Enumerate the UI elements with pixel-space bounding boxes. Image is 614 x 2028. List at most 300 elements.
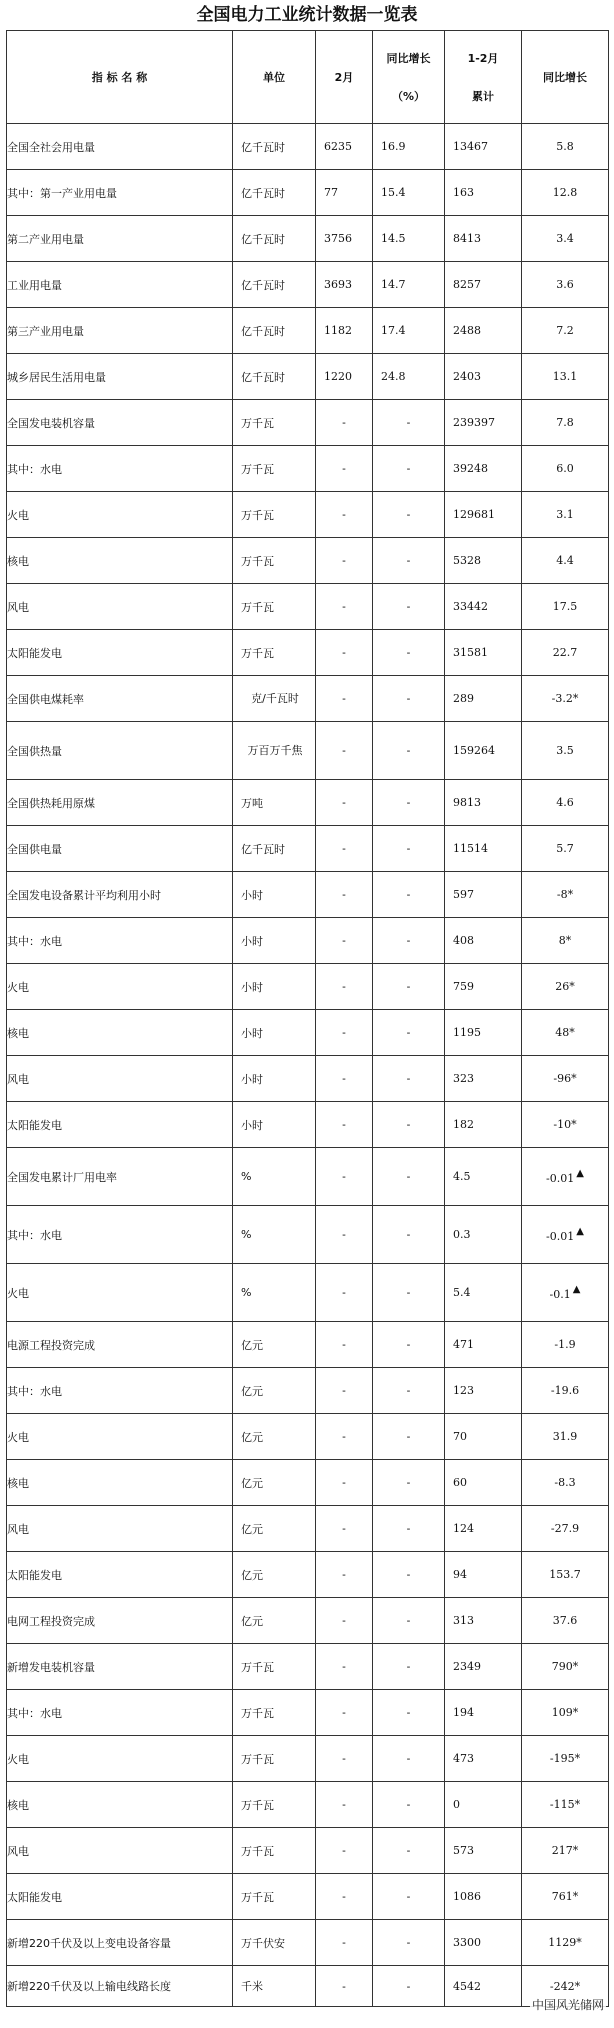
cell-cumulative [445, 1690, 522, 1736]
cell-cumulative-yoy [522, 1598, 609, 1644]
table-row [7, 964, 609, 1010]
cell-cumulative-yoy-text: -0.01 [546, 1230, 575, 1243]
table-row [7, 1460, 609, 1506]
cell-cumulative-text: 3300 [453, 1936, 481, 1949]
cell-feb-value-text: - [342, 1936, 346, 1949]
cell-feb-yoy-text: - [406, 1844, 411, 1857]
cell-feb-yoy [373, 964, 445, 1010]
cell-cumulative [445, 446, 522, 492]
cell-unit [233, 1322, 316, 1368]
cell-feb-value [316, 124, 373, 170]
table-row [7, 446, 609, 492]
cell-unit [233, 1874, 316, 1920]
cell-cumulative-yoy-text: 1129* [548, 1936, 582, 1949]
cell-feb-yoy [373, 630, 445, 676]
cell-unit [233, 676, 316, 722]
cell-cumulative-text: 471 [453, 1338, 474, 1351]
cell-cumulative-text: 473 [453, 1752, 474, 1765]
cell-feb-value [316, 1966, 373, 2007]
cell-unit-text: 亿千瓦时 [241, 140, 285, 154]
cell-cumulative [445, 308, 522, 354]
cell-cumulative-yoy [522, 308, 609, 354]
cell-indicator-name-text: 风电 [7, 1072, 29, 1086]
cell-indicator-name-text: 新增发电装机容量 [7, 1660, 95, 1674]
cell-cumulative-yoy [522, 262, 609, 308]
cell-feb-value-text: - [342, 1522, 346, 1535]
cell-feb-yoy-text: - [406, 692, 411, 705]
cell-indicator-name [7, 918, 233, 964]
cell-unit-text: 亿千瓦时 [241, 324, 285, 338]
cell-feb-yoy-text: - [406, 1384, 411, 1397]
cell-feb-yoy [373, 446, 445, 492]
cell-indicator-name [7, 964, 233, 1010]
cell-unit-text: % [241, 1228, 252, 1241]
cell-feb-value-text: - [342, 508, 346, 521]
cell-indicator-name-text: 城乡居民生活用电量 [7, 370, 106, 384]
cell-indicator-name [7, 1828, 233, 1874]
cell-feb-value-text: 3756 [324, 232, 352, 245]
cell-indicator-name [7, 446, 233, 492]
page-title: 全国电力工业统计数据一览表 [196, 5, 418, 25]
cell-cumulative [445, 1056, 522, 1102]
cell-feb-yoy [373, 722, 445, 780]
cell-cumulative-yoy [522, 1644, 609, 1690]
cell-unit [233, 1506, 316, 1552]
cell-cumulative-yoy-text: 13.1 [552, 370, 578, 383]
cell-cumulative-yoy-text: 7.8 [556, 416, 574, 429]
cell-cumulative [445, 538, 522, 584]
cell-feb-yoy-text: - [406, 980, 411, 993]
cell-unit [233, 400, 316, 446]
cell-indicator-name-text: 太阳能发电 [7, 646, 62, 660]
cell-cumulative-yoy [522, 1056, 609, 1102]
cell-cumulative-yoy [522, 1414, 609, 1460]
cell-cumulative-yoy [522, 676, 609, 722]
cell-feb-yoy [373, 1368, 445, 1414]
cell-feb-value-text: - [342, 842, 346, 855]
cell-cumulative-text: 70 [453, 1430, 467, 1443]
cell-indicator-name [7, 400, 233, 446]
cell-cumulative-text: 313 [453, 1614, 474, 1627]
cell-feb-yoy-text: - [406, 462, 411, 475]
cell-feb-value [316, 1598, 373, 1644]
cell-indicator-name-text: 太阳能发电 [7, 1118, 62, 1132]
cell-feb-value-text: - [342, 1384, 346, 1397]
cell-feb-yoy-text: - [406, 1026, 411, 1039]
cell-feb-value [316, 216, 373, 262]
cell-feb-yoy [373, 1206, 445, 1264]
table-row [7, 1782, 609, 1828]
cell-cumulative-yoy [522, 1690, 609, 1736]
cell-feb-value-text: - [342, 1286, 346, 1299]
cell-cumulative-yoy [522, 1368, 609, 1414]
col-header-yoy-feb [373, 31, 445, 124]
cell-feb-yoy [373, 1736, 445, 1782]
cell-unit [233, 308, 316, 354]
cell-feb-value [316, 780, 373, 826]
table-row [7, 630, 609, 676]
cell-indicator-name-text: 太阳能发电 [7, 1568, 62, 1582]
table-row [7, 1414, 609, 1460]
cell-cumulative-text: 11514 [453, 842, 488, 855]
cell-unit [233, 1148, 316, 1206]
cell-feb-yoy-text: - [406, 554, 411, 567]
cell-cumulative-text: 159264 [453, 744, 495, 757]
cell-cumulative-text: 9813 [453, 796, 481, 809]
cell-cumulative [445, 918, 522, 964]
cell-unit-text: 万千伏安 [241, 1936, 285, 1950]
cell-cumulative [445, 722, 522, 780]
cell-feb-value-text: 77 [324, 186, 338, 199]
cell-unit [233, 124, 316, 170]
table-row [7, 1690, 609, 1736]
table-row [7, 1598, 609, 1644]
cell-cumulative [445, 1414, 522, 1460]
cell-cumulative [445, 1874, 522, 1920]
cell-feb-yoy [373, 1782, 445, 1828]
cell-feb-yoy-text: - [406, 1476, 411, 1489]
cell-feb-yoy-text: - [406, 1936, 411, 1949]
cell-indicator-name-text: 新增220千伏及以上变电设备容量 [7, 1936, 171, 1950]
table-row [7, 918, 609, 964]
cell-cumulative-text: 8413 [453, 232, 481, 245]
cell-feb-yoy [373, 262, 445, 308]
cell-cumulative-text: 33442 [453, 600, 488, 613]
cell-cumulative-yoy [522, 400, 609, 446]
cell-indicator-name-text: 火电 [7, 1752, 29, 1766]
cell-indicator-name-text: 风电 [7, 600, 29, 614]
cell-cumulative-text: 2349 [453, 1660, 481, 1673]
cell-feb-value [316, 1414, 373, 1460]
cell-feb-yoy-text: - [406, 1338, 411, 1351]
cell-feb-yoy [373, 918, 445, 964]
cell-cumulative-text: 4.5 [453, 1170, 471, 1183]
col-header-unit: 单位 [233, 31, 316, 124]
table-row [7, 1322, 609, 1368]
cell-unit-text: 小时 [241, 1072, 263, 1086]
cell-feb-yoy-text: - [406, 1614, 411, 1627]
cell-feb-yoy [373, 1264, 445, 1322]
cell-cumulative-text: 60 [453, 1476, 467, 1489]
cell-cumulative-yoy-text: 17.5 [552, 600, 578, 613]
cell-indicator-name [7, 1598, 233, 1644]
cell-feb-yoy-text: - [406, 1752, 411, 1765]
cell-indicator-name [7, 262, 233, 308]
cell-cumulative-yoy [522, 1506, 609, 1552]
cell-cumulative-yoy-text: -27.9 [550, 1522, 580, 1535]
table-row [7, 1264, 609, 1322]
cell-cumulative-yoy-text: -195* [549, 1752, 581, 1765]
cell-feb-yoy-text: - [406, 646, 411, 659]
cell-feb-yoy [373, 1148, 445, 1206]
cell-cumulative-yoy-text: 48* [555, 1026, 575, 1039]
cell-feb-value-text: - [342, 1568, 346, 1581]
cell-unit [233, 492, 316, 538]
table-row [7, 1010, 609, 1056]
cell-feb-yoy-text: 14.5 [381, 232, 406, 245]
cell-indicator-name [7, 1782, 233, 1828]
cell-cumulative [445, 1782, 522, 1828]
cell-cumulative [445, 964, 522, 1010]
cell-cumulative-yoy [522, 780, 609, 826]
cell-cumulative [445, 492, 522, 538]
cell-cumulative-yoy-text: 3.4 [556, 232, 574, 245]
cell-cumulative-yoy [522, 1874, 609, 1920]
cell-feb-yoy [373, 308, 445, 354]
cell-unit-text: 万千瓦 [241, 1798, 274, 1812]
cell-cumulative-yoy [522, 826, 609, 872]
cell-feb-yoy [373, 1506, 445, 1552]
cell-unit-text: 万千瓦 [241, 462, 274, 476]
cell-indicator-name [7, 1690, 233, 1736]
cell-cumulative [445, 1102, 522, 1148]
cell-indicator-name-text: 其中：水电 [7, 1384, 62, 1398]
cell-feb-value-text: - [342, 1170, 346, 1183]
cell-unit [233, 1920, 316, 1966]
cell-unit-text: 万千瓦 [241, 1706, 274, 1720]
cell-feb-value-text: - [342, 462, 346, 475]
col-header-feb: 2月 [316, 31, 373, 124]
cell-unit-text: 小时 [241, 1118, 263, 1132]
cell-unit [233, 1736, 316, 1782]
cell-indicator-name-text: 全国供热量 [7, 744, 62, 758]
cell-cumulative [445, 400, 522, 446]
cell-feb-value-text: 1182 [324, 324, 352, 337]
cell-feb-value [316, 676, 373, 722]
cell-unit [233, 1598, 316, 1644]
cell-cumulative-yoy-text: -8.3 [554, 1476, 576, 1489]
cell-cumulative-yoy [522, 918, 609, 964]
cell-cumulative-yoy [522, 1264, 609, 1322]
table-row [7, 1056, 609, 1102]
cell-cumulative-yoy [522, 1148, 609, 1206]
cell-indicator-name-text: 全国供电煤耗率 [7, 692, 84, 706]
cell-cumulative [445, 826, 522, 872]
cell-indicator-name [7, 1010, 233, 1056]
cell-feb-value [316, 1552, 373, 1598]
cell-feb-value [316, 1322, 373, 1368]
cell-cumulative [445, 1598, 522, 1644]
cell-indicator-name [7, 676, 233, 722]
cell-feb-yoy [373, 354, 445, 400]
table-body [7, 124, 609, 2007]
cell-indicator-name [7, 872, 233, 918]
cell-unit [233, 1056, 316, 1102]
cell-feb-value [316, 492, 373, 538]
cell-unit [233, 722, 316, 780]
cell-indicator-name [7, 1206, 233, 1264]
cell-unit [233, 1010, 316, 1056]
cell-cumulative-yoy-text: 4.6 [556, 796, 574, 809]
cell-cumulative [445, 1736, 522, 1782]
cell-cumulative-yoy [522, 170, 609, 216]
cell-feb-yoy-text: - [406, 1798, 411, 1811]
cell-unit [233, 826, 316, 872]
cell-unit-text: 万千瓦 [241, 646, 274, 660]
cell-unit [233, 170, 316, 216]
cell-unit [233, 1828, 316, 1874]
cell-feb-yoy-text: 15.4 [381, 186, 406, 199]
table-row [7, 1102, 609, 1148]
cell-cumulative [445, 1148, 522, 1206]
cell-indicator-name [7, 216, 233, 262]
cell-cumulative-yoy-text: 12.8 [552, 186, 578, 199]
col-header-cumulative-line1: 1-2月 [467, 52, 499, 65]
cell-unit [233, 1206, 316, 1264]
cell-feb-value [316, 1644, 373, 1690]
cell-cumulative [445, 780, 522, 826]
cell-cumulative-yoy-text: 3.6 [556, 278, 574, 291]
cell-unit [233, 1690, 316, 1736]
table-row [7, 826, 609, 872]
cell-feb-yoy [373, 1414, 445, 1460]
cell-feb-yoy-text: - [406, 1430, 411, 1443]
cell-indicator-name-text: 核电 [7, 554, 29, 568]
cell-unit-text: 亿元 [241, 1522, 263, 1536]
cell-indicator-name-text: 火电 [7, 980, 29, 994]
cell-cumulative-yoy [522, 446, 609, 492]
cell-cumulative-yoy [522, 1010, 609, 1056]
cell-feb-value-text: - [342, 1228, 346, 1241]
cell-feb-yoy [373, 1966, 445, 2007]
cell-unit-text: 亿千瓦时 [241, 186, 285, 200]
cell-indicator-name [7, 1102, 233, 1148]
cell-unit-text: 万千瓦 [241, 554, 274, 568]
table-row [7, 780, 609, 826]
cell-feb-value [316, 1828, 373, 1874]
cell-cumulative-text: 13467 [453, 140, 488, 153]
cell-cumulative-text: 597 [453, 888, 474, 901]
cell-feb-value [316, 1368, 373, 1414]
cell-cumulative-yoy [522, 1206, 609, 1264]
cell-cumulative [445, 1368, 522, 1414]
cell-cumulative-yoy-text: -19.6 [550, 1384, 580, 1397]
cell-cumulative-yoy [522, 354, 609, 400]
cell-cumulative-yoy [522, 1828, 609, 1874]
cell-unit-text: 亿千瓦时 [241, 370, 285, 384]
cell-feb-value-text: - [342, 1614, 346, 1627]
cell-cumulative-yoy-text: -3.2* [551, 692, 579, 705]
cell-indicator-name [7, 826, 233, 872]
cell-unit [233, 262, 316, 308]
cell-cumulative [445, 1206, 522, 1264]
cell-cumulative-text: 323 [453, 1072, 474, 1085]
cell-feb-yoy-text: - [406, 744, 411, 757]
cell-indicator-name [7, 1368, 233, 1414]
cell-feb-value [316, 964, 373, 1010]
cell-cumulative-yoy-text: 217* [551, 1844, 579, 1857]
cell-feb-yoy [373, 1690, 445, 1736]
cell-indicator-name-text: 其中：水电 [7, 1706, 62, 1720]
cell-feb-value [316, 446, 373, 492]
cell-feb-yoy-text: - [406, 1286, 411, 1299]
cell-unit [233, 872, 316, 918]
cell-cumulative-yoy-text: 22.7 [552, 646, 578, 659]
col-header-yoy-feb-line2: （%） [391, 90, 426, 103]
cell-cumulative [445, 630, 522, 676]
cell-feb-value-text: - [342, 1660, 346, 1673]
cell-cumulative-yoy-text: 6.0 [556, 462, 574, 475]
cell-feb-yoy-text: - [406, 600, 411, 613]
cell-feb-yoy [373, 1552, 445, 1598]
cell-indicator-name [7, 1148, 233, 1206]
cell-feb-yoy [373, 1644, 445, 1690]
triangle-marker-icon: ▲ [576, 1168, 584, 1179]
cell-unit-text: 万千瓦 [241, 416, 274, 430]
triangle-marker-icon: ▲ [572, 1284, 581, 1295]
cell-cumulative-yoy-text: 4.4 [556, 554, 574, 567]
cell-indicator-name-text: 其中：第一产业用电量 [7, 186, 117, 200]
cell-feb-value-text: - [342, 744, 346, 757]
cell-feb-yoy [373, 1010, 445, 1056]
cell-indicator-name-text: 工业用电量 [7, 278, 62, 292]
cell-cumulative-text: 39248 [453, 462, 488, 475]
cell-feb-value-text: - [342, 1430, 346, 1443]
table-row [7, 1828, 609, 1874]
cell-unit-text: 亿千瓦时 [241, 278, 285, 292]
cell-cumulative-yoy [522, 124, 609, 170]
cell-cumulative-yoy-text: 37.6 [552, 1614, 578, 1627]
cell-indicator-name-text: 全国发电设备累计平均利用小时 [7, 888, 161, 902]
cell-unit [233, 1966, 316, 2007]
cell-feb-yoy [373, 400, 445, 446]
cell-indicator-name [7, 1506, 233, 1552]
cell-unit-text: 万千瓦 [241, 1752, 274, 1766]
cell-feb-yoy-text: - [406, 508, 411, 521]
cell-unit [233, 780, 316, 826]
cell-feb-value [316, 1264, 373, 1322]
cell-feb-value [316, 826, 373, 872]
cell-cumulative-yoy-text: 153.7 [549, 1568, 581, 1581]
cell-cumulative-yoy [522, 216, 609, 262]
col-header-cumulative [445, 31, 522, 124]
triangle-marker-icon: ▲ [576, 1226, 584, 1237]
cell-feb-value-text: 3693 [324, 278, 352, 291]
table-row [7, 1736, 609, 1782]
cell-feb-yoy [373, 1460, 445, 1506]
table-row [7, 1874, 609, 1920]
table-row [7, 722, 609, 780]
cell-cumulative-yoy-text: -0.01 [546, 1172, 575, 1185]
cell-indicator-name [7, 354, 233, 400]
cell-unit [233, 446, 316, 492]
cell-feb-yoy-text: - [406, 1568, 411, 1581]
cell-indicator-name-text: 风电 [7, 1844, 29, 1858]
cell-unit-text: 小时 [241, 934, 263, 948]
cell-unit-text: 亿元 [241, 1338, 263, 1352]
cell-feb-yoy-text: - [406, 1118, 411, 1131]
cell-indicator-name [7, 722, 233, 780]
col-header-yoy-cumulative: 同比增长 [522, 31, 609, 124]
cell-unit-text: 亿元 [241, 1430, 263, 1444]
cell-cumulative [445, 1506, 522, 1552]
table-row [7, 1506, 609, 1552]
cell-cumulative-text: 123 [453, 1384, 474, 1397]
cell-cumulative-yoy-text: -0.1 [549, 1288, 571, 1301]
cell-indicator-name-text: 火电 [7, 1430, 29, 1444]
cell-feb-value-text: - [342, 600, 346, 613]
cell-cumulative-yoy [522, 1736, 609, 1782]
cell-unit-text: 亿元 [241, 1614, 263, 1628]
cell-unit-text: 千米 [241, 1980, 263, 1993]
cell-cumulative-text: 2488 [453, 324, 481, 337]
cell-indicator-name [7, 1874, 233, 1920]
cell-feb-value-text: - [342, 796, 346, 809]
cell-feb-yoy-text: - [406, 888, 411, 901]
cell-indicator-name [7, 584, 233, 630]
cell-unit-text: 亿元 [241, 1568, 263, 1582]
cell-cumulative [445, 1460, 522, 1506]
